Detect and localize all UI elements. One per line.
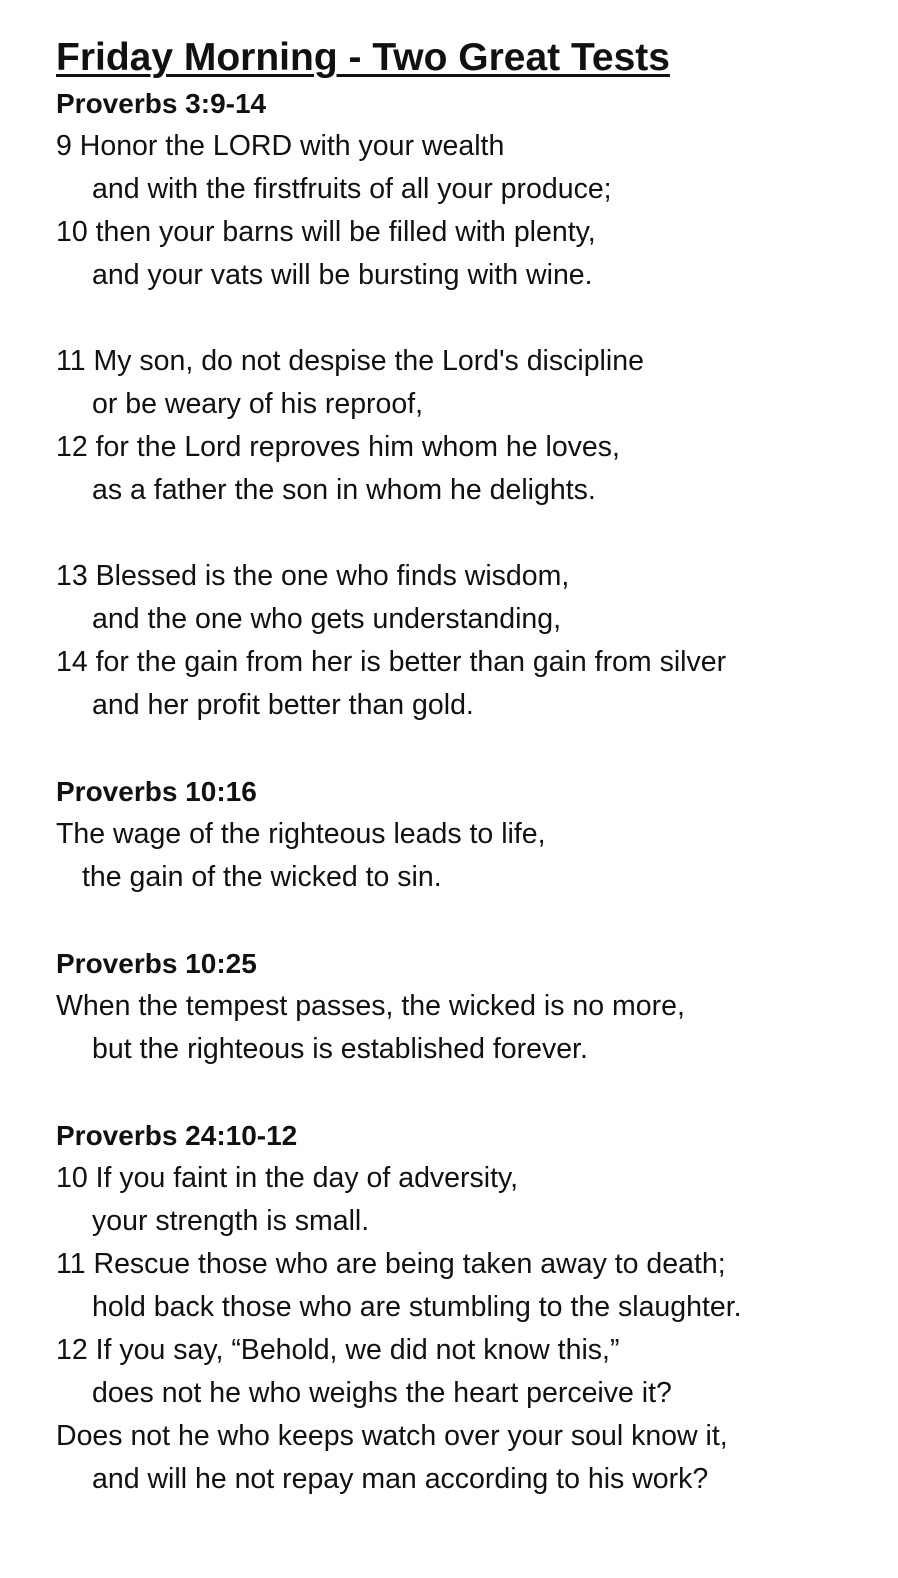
verse-line: When the tempest passes, the wicked is no more, — [56, 990, 685, 1022]
passage-reference: Proverbs 10:16 — [56, 776, 257, 807]
verse-line: 9 Honor the LORD with your wealth — [56, 130, 505, 162]
passage-proverbs-10-25 — [56, 942, 886, 1071]
verse-line: 10 then your barns will be filled with plenty, — [56, 216, 596, 248]
verse-line: but the righteous is established forever. — [92, 1033, 588, 1065]
verse-line: hold back those who are stumbling to the slaughter. — [92, 1291, 742, 1323]
verse-line: your strength is small. — [92, 1205, 370, 1237]
document-page — [56, 34, 886, 1501]
verse-line: and with the firstfruits of all your produce; — [92, 173, 612, 205]
passage-reference: Proverbs 24:10-12 — [56, 1120, 298, 1151]
verse-line: 12 If you say, “Behold, we did not know this,” — [56, 1334, 620, 1366]
verse-line: does not he who weighs the heart perceive it? — [92, 1377, 672, 1409]
verse-line: and the one who gets understanding, — [92, 603, 562, 635]
verse-line: The wage of the righteous leads to life, — [56, 818, 546, 850]
passage-proverbs-10-16 — [56, 770, 886, 899]
passage-reference: Proverbs 10:25 — [56, 948, 257, 979]
passage-proverbs-24 — [56, 1114, 886, 1501]
verse-line: 14 for the gain from her is better than gain from silver — [56, 646, 727, 678]
verse-line: the gain of the wicked to sin. — [82, 861, 442, 893]
verse-line: or be weary of his reproof, — [92, 388, 424, 420]
verse-line: 11 My son, do not despise the Lord's discipline — [56, 345, 644, 377]
stanza-gap — [56, 297, 886, 340]
passage-proverbs-3 — [56, 82, 886, 727]
verse-line: 12 for the Lord reproves him whom he loves, — [56, 431, 620, 463]
verse-line: and her profit better than gold. — [92, 689, 474, 721]
verse-line: as a father the son in whom he delights. — [92, 474, 596, 506]
verse-line: and your vats will be bursting with wine. — [92, 259, 593, 291]
verse-line: and will he not repay man according to his work? — [92, 1463, 709, 1495]
verse-line: Does not he who keeps watch over your soul know it, — [56, 1420, 728, 1452]
passage-reference: Proverbs 3:9-14 — [56, 88, 267, 119]
verse-line: 10 If you faint in the day of adversity, — [56, 1162, 519, 1194]
verse-line: 13 Blessed is the one who finds wisdom, — [56, 560, 570, 592]
verse-line: 11 Rescue those who are being taken away to death; — [56, 1248, 726, 1280]
stanza-gap — [56, 512, 886, 555]
page-title: Friday Morning - Two Great Tests — [56, 36, 670, 79]
